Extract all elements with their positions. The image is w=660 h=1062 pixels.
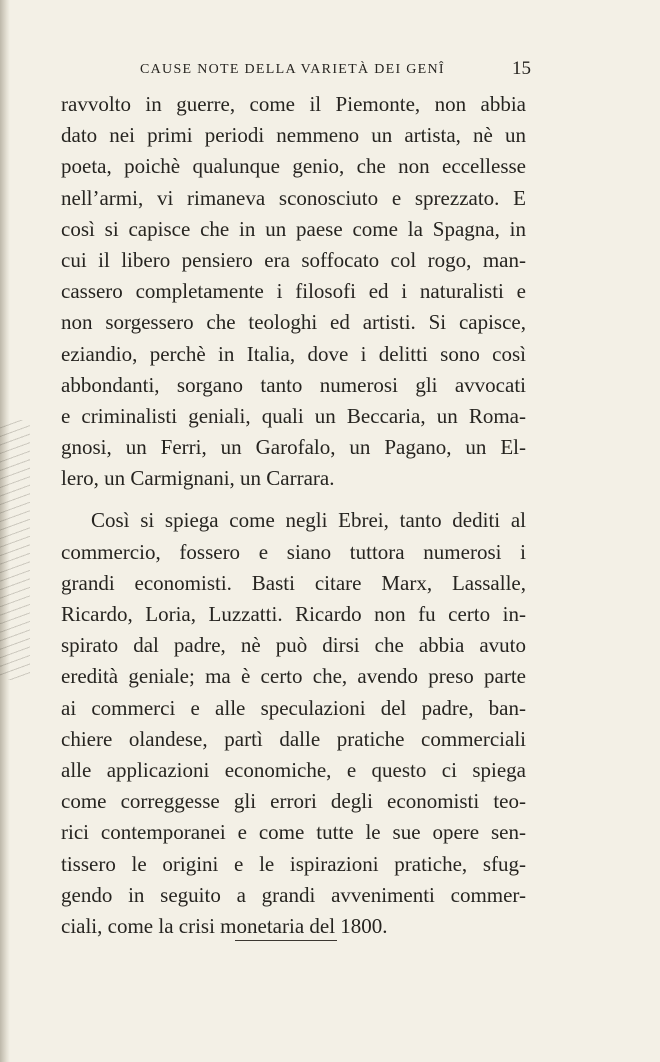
paragraph-1 (61, 89, 526, 494)
text-line: dato nei primi periodi nemmeno un artista, nè un (61, 123, 526, 148)
section-end-rule (235, 940, 337, 941)
text-line: eredità geniale; ma è certo che, avendo preso parte (61, 664, 526, 689)
text-line: come correggesse gli errori degli economisti teo- (61, 789, 526, 814)
text-line: non sorgessero che teologhi ed artisti. Si capisce, (61, 310, 526, 335)
text-line: eziandio, perchè in Italia, dove i delitti sono così (61, 341, 526, 366)
text-line: grandi economisti. Basti citare Marx, Lassalle, (61, 570, 526, 595)
text-line: commercio, fossero e siano tuttora numerosi i (61, 539, 526, 564)
text-line: abbondanti, sorgano tanto numerosi gli avvocati (61, 372, 526, 397)
text-line: alle applicazioni economiche, e questo ci spiega (61, 757, 526, 782)
running-title: CAUSE NOTE DELLA VARIETÀ DEI GENÎ (140, 62, 445, 77)
text-line: spirato dal padre, nè può dirsi che abbia avuto (61, 633, 526, 658)
text-line: gnosi, un Ferri, un Garofalo, un Pagano, un El- (61, 435, 526, 460)
paragraph-2 (61, 505, 526, 942)
text-line: poeta, poichè qualunque genio, che non eccellesse (61, 154, 526, 179)
gutter-scan-marks (0, 420, 30, 680)
text-line: nell’armi, vi rimaneva sconosciuto e sprezzato. E (61, 185, 526, 210)
text-line: chiere olandese, partì dalle pratiche commerciali (61, 726, 526, 751)
text-line: tissero le origini e le ispirazioni pratiche, sfug- (61, 851, 526, 876)
text-line: Così si spiega come negli Ebrei, tanto dediti al (91, 508, 526, 533)
text-line: così si capisce che in un paese come la Spagna, in (61, 216, 526, 241)
running-head (60, 58, 535, 82)
text-line: ciali, come la crisi monetaria del 1800. (61, 913, 388, 938)
text-line: gendo in seguito a grandi avvenimenti commer- (61, 882, 526, 907)
page-number: 15 (512, 58, 531, 79)
text-line: cassero completamente i filosofi ed i naturalisti e (61, 279, 526, 304)
text-line: ravvolto in guerre, come il Piemonte, non abbia (61, 92, 526, 116)
text-line: rici contemporanei e come tutte le sue opere sen- (61, 820, 526, 845)
text-line: e criminalisti geniali, quali un Beccaria, un Roma- (61, 403, 526, 428)
body-text (61, 89, 526, 942)
text-line: ai commerci e alle speculazioni del padre, ban- (61, 695, 526, 720)
text-line: cui il libero pensiero era soffocato col rogo, man- (61, 247, 526, 272)
text-line: lero, un Carmignani, un Carrara. (61, 466, 335, 491)
text-line: Ricardo, Loria, Luzzatti. Ricardo non fu certo in- (61, 602, 526, 626)
